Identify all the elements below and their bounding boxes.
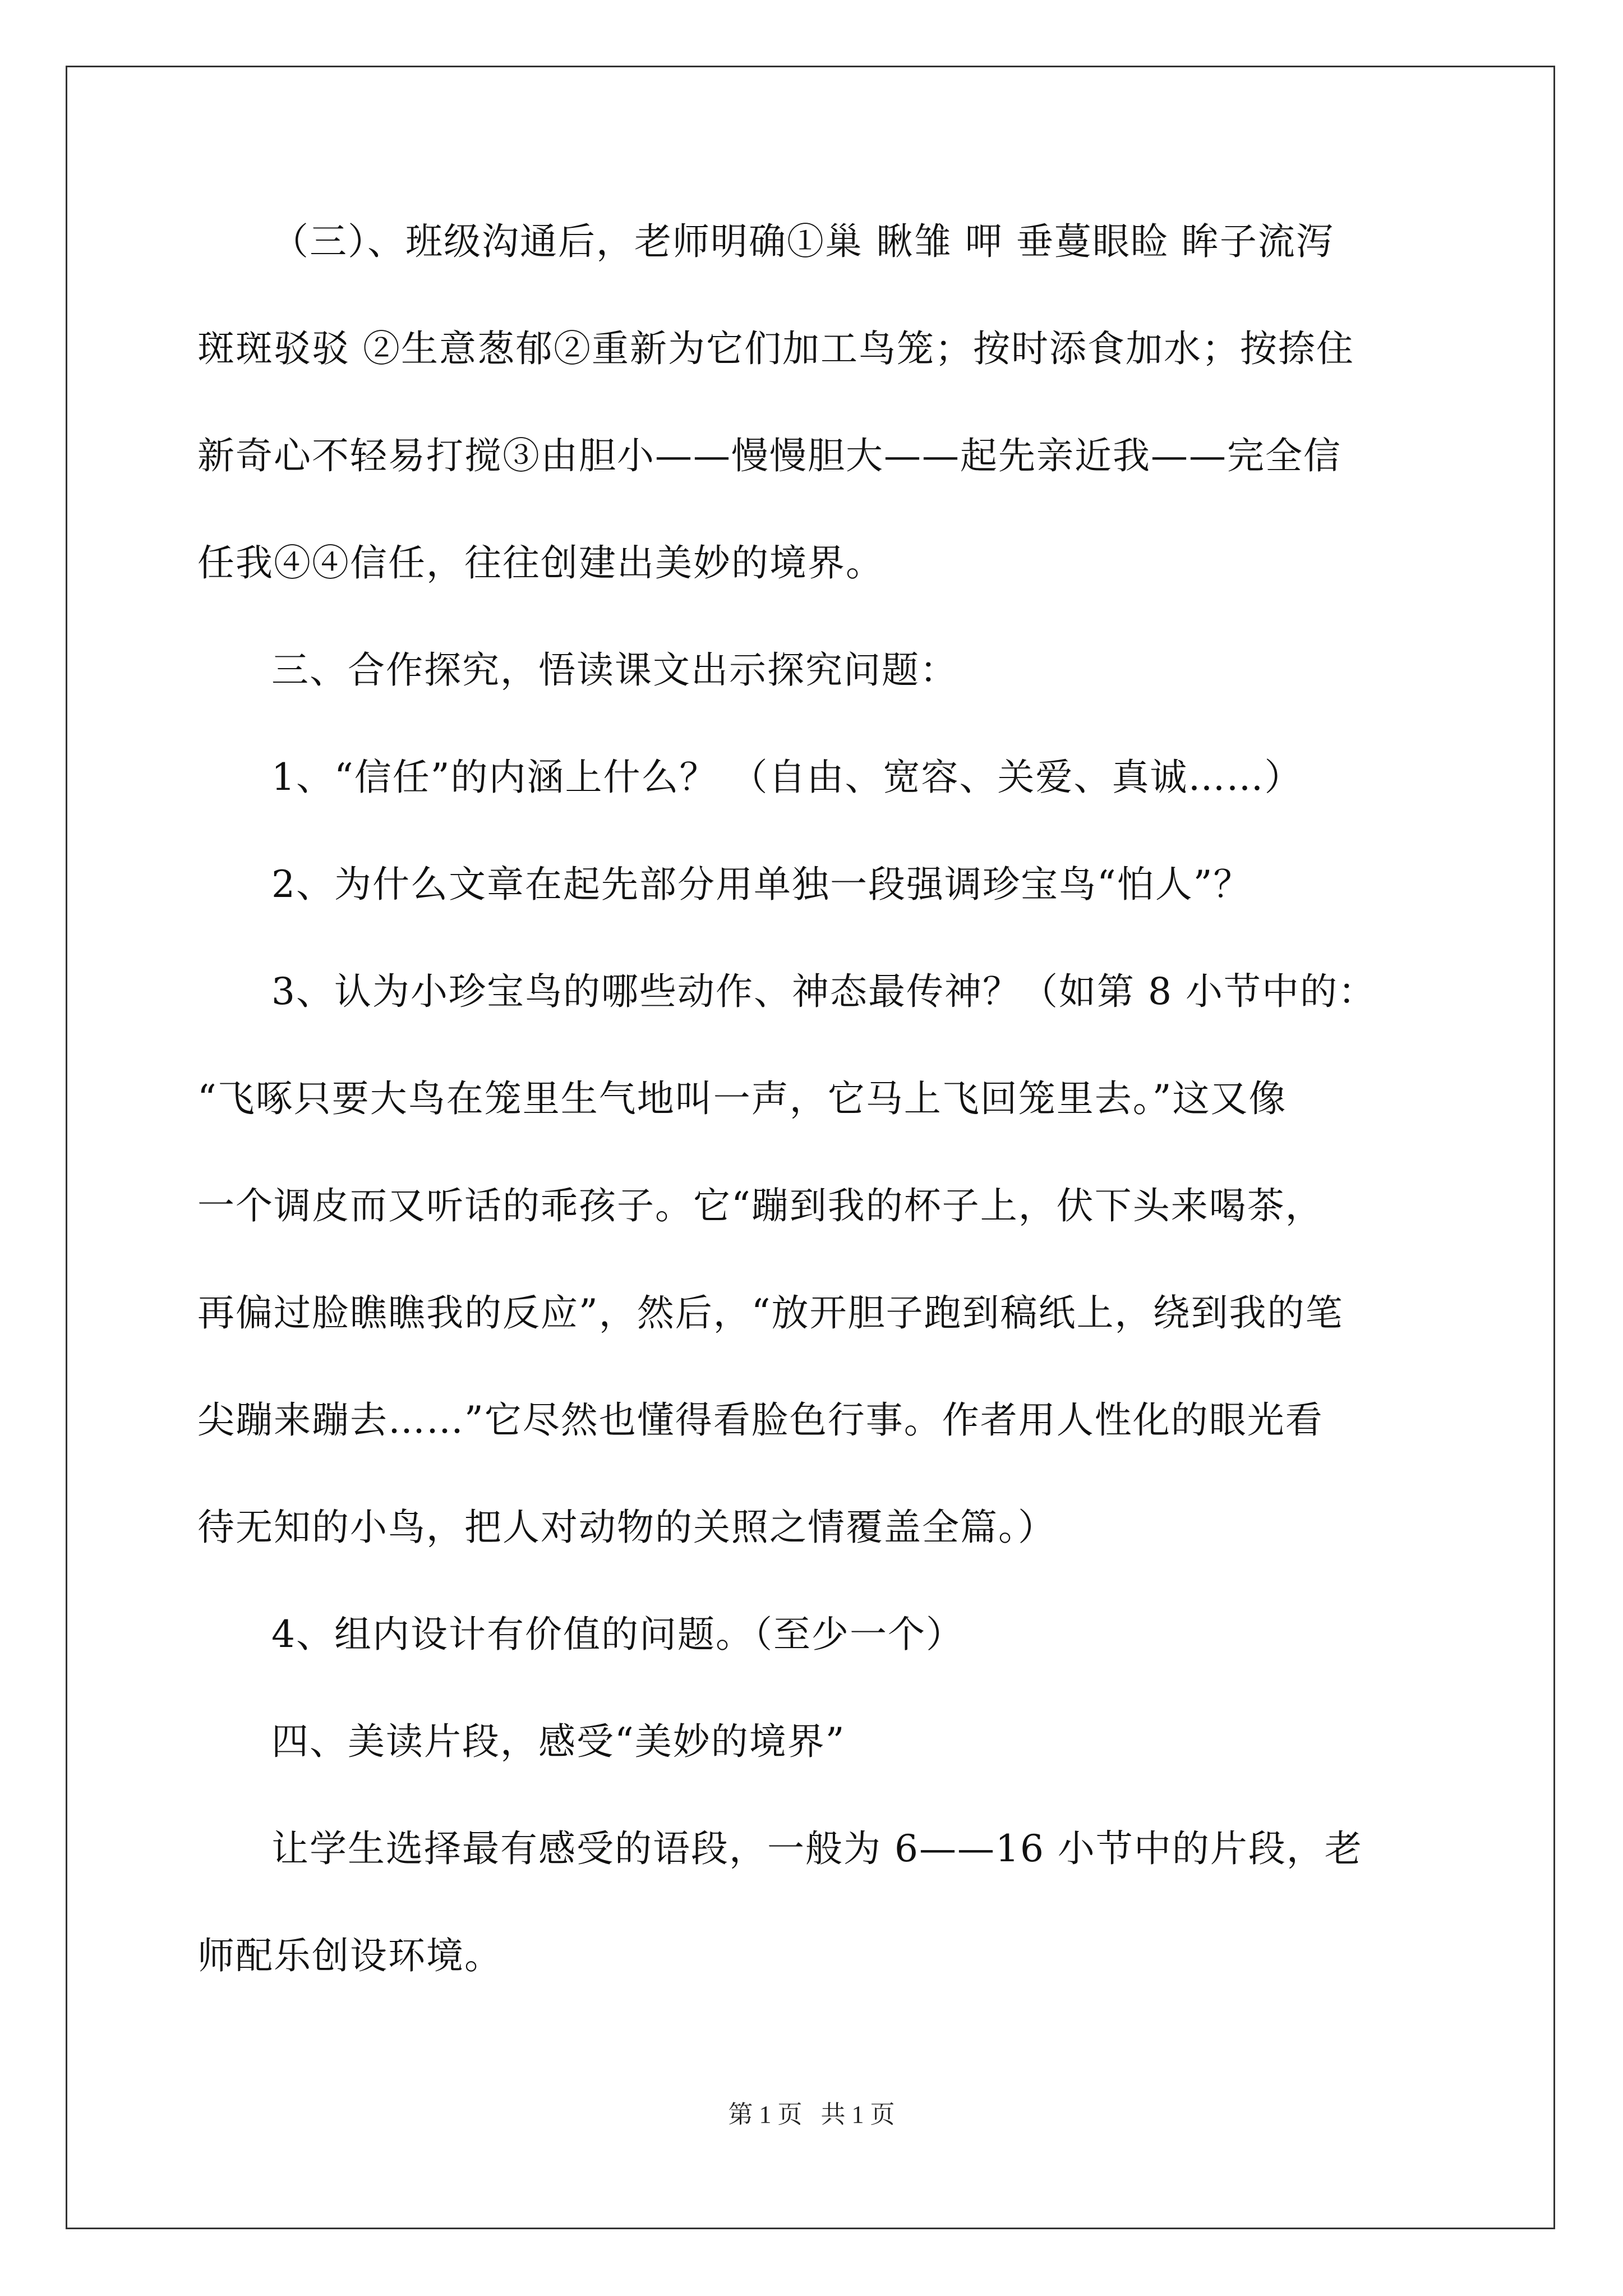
section-heading: 四、美读片段，感受“美妙的境界” (271, 1720, 846, 1763)
document-body (197, 215, 1426, 2036)
paragraph-line: 斑斑驳驳 ②生意葱郁②重新为它们加工鸟笼；按时添食加水；按捺住 (197, 327, 1354, 370)
paragraph-line: （三）、班级沟通后，老师明确①巢 瞅雏 呷 垂蔓眼睑 眸子流泻 (271, 220, 1334, 263)
paragraph-line: 尖蹦来蹦去……”它尽然也懂得看脸色行事。作者用人性化的眼光看 (197, 1398, 1324, 1442)
paragraph-line: 待无知的小鸟，把人对动物的关照之情覆盖全篇。） (197, 1506, 1056, 1549)
paragraph-line: 新奇心不轻易打搅③由胆小——慢慢胆大——起先亲近我——完全信 (197, 434, 1341, 477)
section-heading: 三、合作探究，悟读课文出示探究问题： (271, 648, 958, 692)
page-number: 第 1 页 共 1 页 (728, 2101, 895, 2128)
paragraph-line: 让学生选择最有感受的语段，一般为 6——16 小节中的片段，老 (271, 1827, 1363, 1870)
question-line: 2、为什么文章在起先部分用单独一段强调珍宝鸟“怕人”？ (271, 863, 1252, 906)
paragraph-line: “飞啄只要大鸟在笼里生气地叫一声，它马上飞回笼里去。”这又像 (197, 1077, 1287, 1120)
question-line: 4、组内设计有价值的问题。（至少一个） (271, 1613, 964, 1656)
paragraph-line: 师配乐创设环境。 (197, 1934, 502, 1977)
paragraph-line: 任我④④信任，往往创建出美妙的境界。 (197, 541, 884, 585)
question-line: 3、认为小珍宝鸟的哪些动作、神态最传神？（如第 8 小节中的： (271, 970, 1376, 1013)
paragraph-line: 一个调皮而又听话的乖孩子。它“蹦到我的杯子上，伏下头来喝茶， (197, 1184, 1324, 1227)
question-line: 1、“信任”的内涵上什么？ （自由、宽容、关爱、真诚……） (271, 756, 1303, 799)
paragraph-line: 再偏过脸瞧瞧我的反应”，然后，“放开胆子跑到稿纸上，绕到我的笔 (197, 1291, 1344, 1335)
